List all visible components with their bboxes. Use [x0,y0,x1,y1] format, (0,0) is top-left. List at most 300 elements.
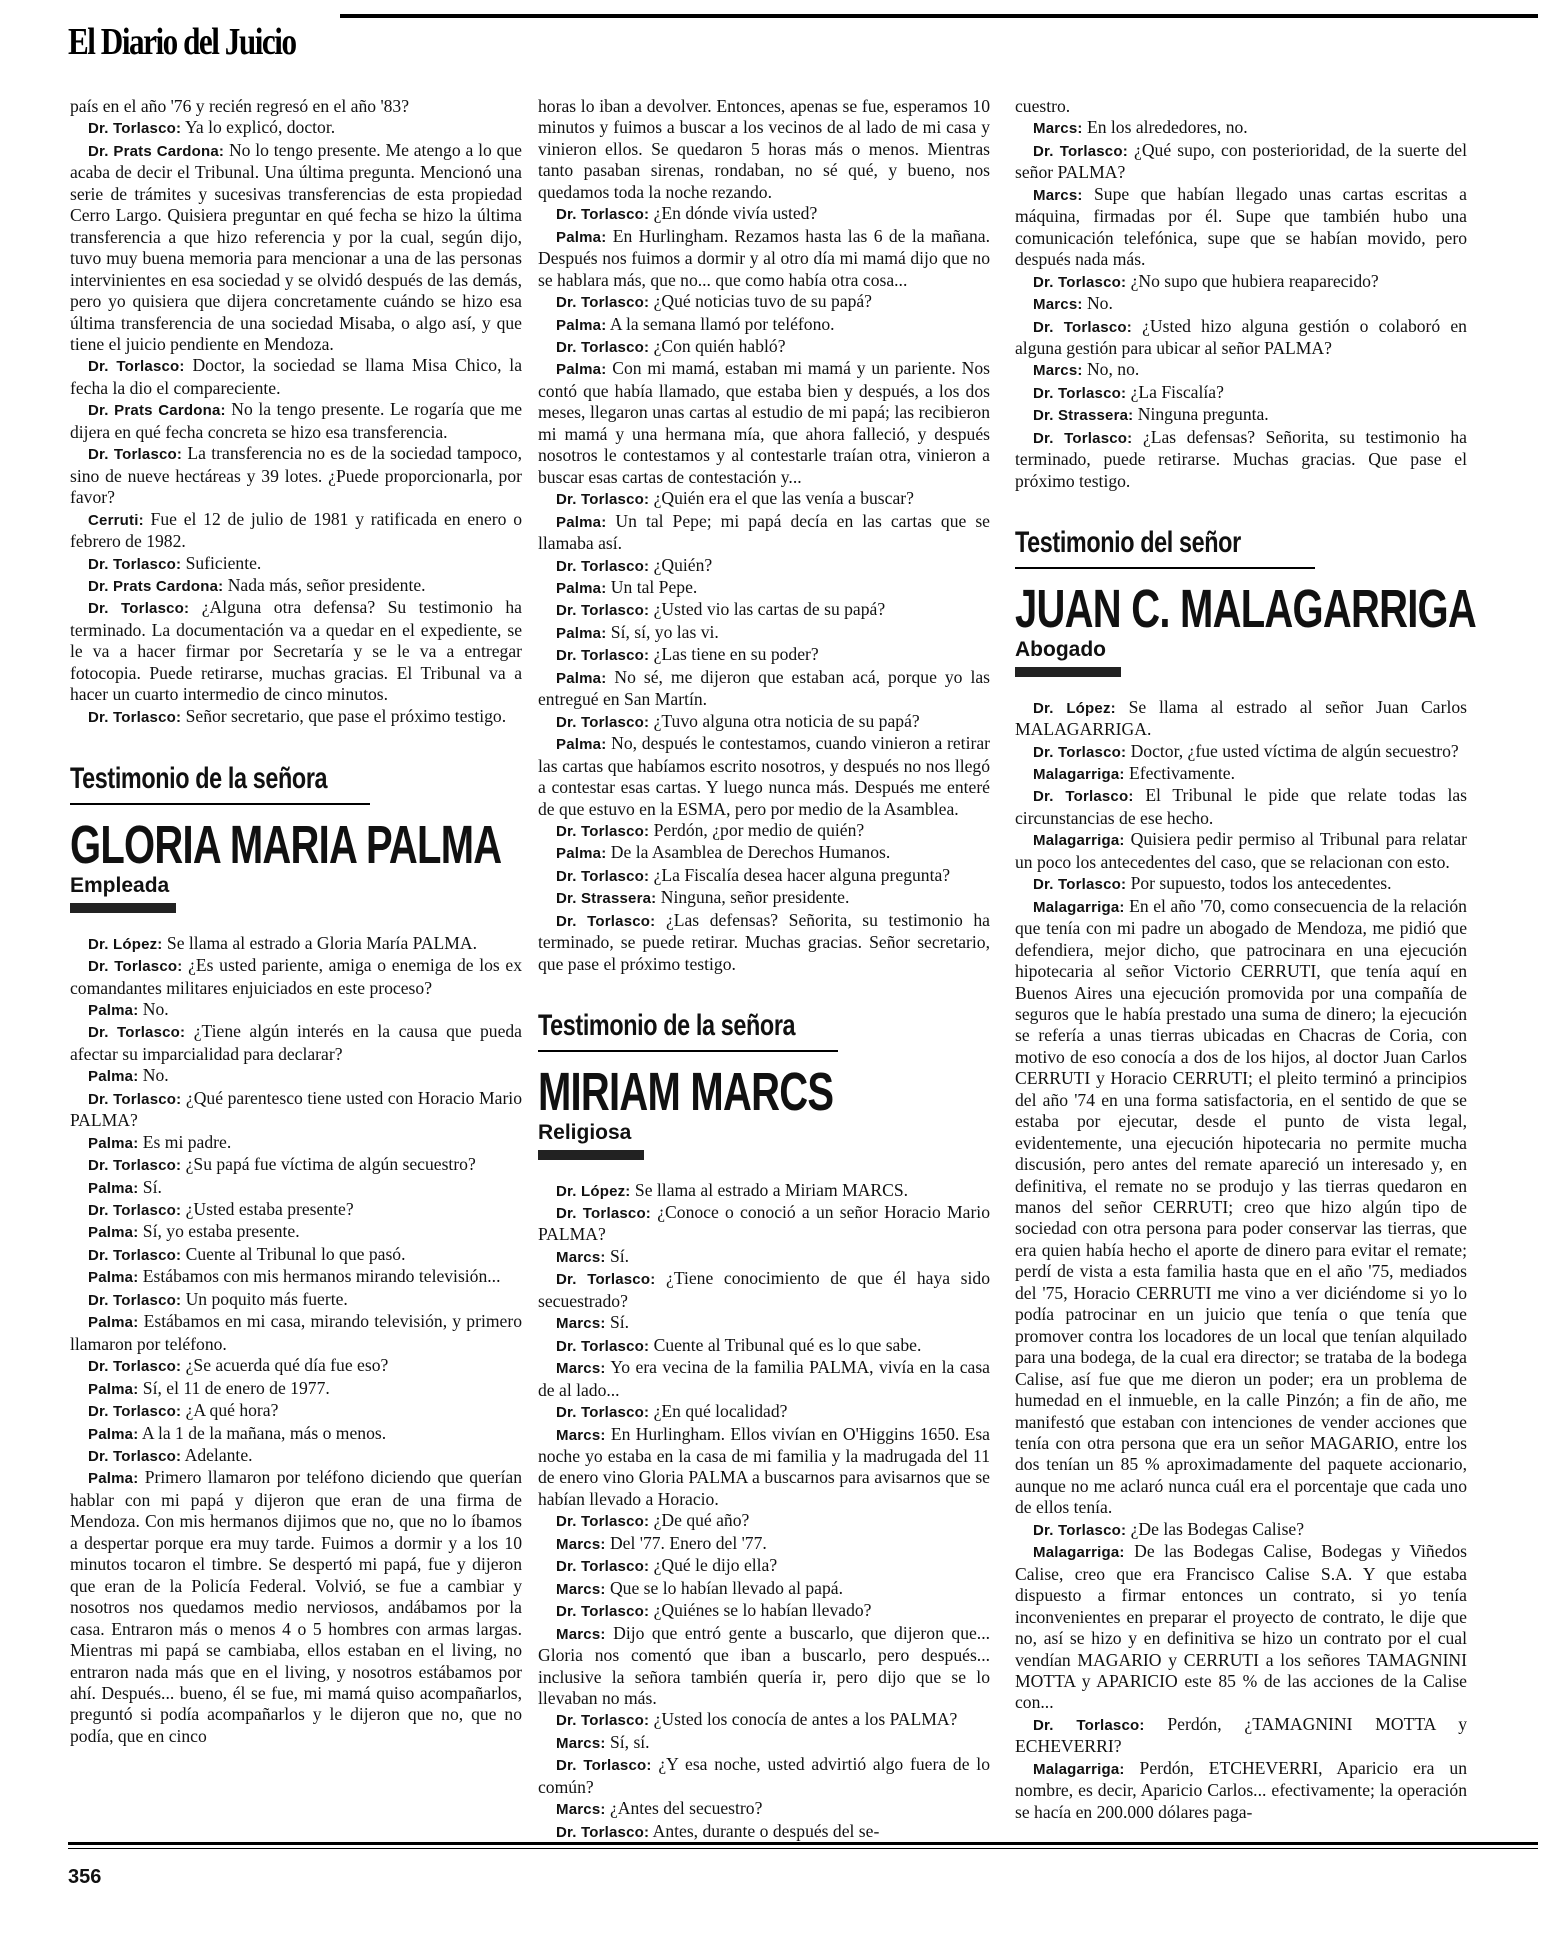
speech-text: ¿Qué noticias tuvo de su papá? [653,291,872,312]
speaker-label: Dr. Torlasco: [556,338,650,356]
transcript-line [538,1578,990,1600]
transcript-line [1015,117,1467,139]
speech-text: No. [1086,293,1113,314]
speech-text: Sí. [609,1312,630,1333]
speech-text: Sí. [609,1245,630,1266]
speech-text: A la semana llamó por teléfono. [609,313,835,334]
speaker-label: Malagarriga: [1033,765,1125,783]
speaker-label: Dr. López: [1033,699,1116,717]
transcript-line [1015,404,1467,426]
speaker-label: Dr. Torlasco: [1033,273,1127,291]
speech-text: Suficiente. [185,552,262,573]
speech-text: ¿Tuvo alguna otra noticia de su papá? [653,710,920,731]
speaker-label: Dr. Torlasco: [556,1337,650,1355]
transcript-line [538,1600,990,1622]
transcript-line [70,1355,522,1377]
speaker-label: Dr. Torlasco: [556,1558,650,1576]
speech-text: horas lo iban a devolver. Entonces, apenas se fue, esperamos 10 minutos y fuimos a buscar a los vecinos de al lado de mi casa y vinieron ellos. Se quedaron 5 horas más o menos. Mientras tanto pasaban sirenas, rondaban, no sé qué, y bueno, nos quedamos toda la noche rezando. [538,96,990,202]
speech-text: Sí, sí. [609,1731,650,1752]
speaker-label: Dr. Torlasco: [1033,743,1127,761]
speech-text: A la 1 de la mañana, más o menos. [141,1422,387,1443]
speaker-label: Malagarriga: [1033,1544,1125,1562]
speech-text: En los alrededores, no. [1086,117,1248,138]
transcript-line [538,842,990,864]
speaker-label: Dr. Torlasco: [88,1291,182,1309]
speaker-label: Dr. Torlasco: [556,1603,650,1621]
col1-top-block [70,96,522,728]
speaker-label: Dr. Torlasco: [88,446,183,464]
transcript-line [538,488,990,510]
transcript-line [1015,785,1467,829]
transcript-line [538,1335,990,1357]
page-number: 356 [68,1866,102,1888]
speaker-label: Dr. Torlasco: [556,713,650,731]
speech-text: Ninguna, señor presidente. [660,887,850,908]
speech-text: No lo tengo presente. Me atengo a lo que acaba de decir el Tribunal. Una última pregunta. Mencionó una serie de trámites y sucesivas transferencias de esta propiedad Cerro Largo. Quisiera preguntar en qué fecha se hizo la última transferencia a que hizo referencia y por la cual, según dijo, tuvo muy buena memoria para mencionar a una de las personas intervinientes en esa sociedad y se olvidó después de las demás, pero yo quisiera que dijera concretamente cuándo se hizo esa última transferencia de una sociedad Misaba, o algo así, y que tiene el juicio pendiente en Mendoza. [70,139,522,354]
witness-name: JUAN C. MALAGARRIGA [1015,579,1477,640]
speaker-label: Palma: [88,1068,139,1086]
speaker-label: Dr. Torlasco: [556,1823,650,1841]
transcript-line [70,509,522,553]
section-label: Testimonio de la señora [538,1009,796,1043]
transcript-line [70,1088,522,1132]
transcript-line [70,1244,522,1266]
column-3 [1015,96,1477,1823]
speech-text: Un tal Pepe; mi papá decía en las cartas que se llamaba así. [538,510,990,554]
transcript-line [70,1289,522,1311]
speech-text: Nada más, señor presidente. [227,574,426,595]
speaker-label: Dr. Torlasco: [1033,318,1132,336]
transcript-line [538,1555,990,1577]
speaker-label: Palma: [556,736,607,754]
speaker-label: Dr. Torlasco: [556,602,650,620]
transcript-line [538,599,990,621]
speaker-label: Dr. Prats Cardona: [88,577,224,595]
speech-text: Estábamos en mi casa, mirando televisión, y primero llamaron por teléfono. [70,1311,522,1354]
speaker-label: Marcs: [556,1535,606,1553]
transcript-line [70,933,522,955]
speaker-label: Dr. López: [556,1182,631,1200]
speaker-label: Palma: [88,1001,139,1019]
speech-text: No, no. [1086,359,1140,380]
speech-text: Adelante. [184,1445,253,1466]
speaker-label: Dr. Torlasco: [88,1358,182,1376]
transcript-line [538,1623,990,1710]
footer-rule [68,1842,1538,1845]
transcript-line [538,1357,990,1401]
speech-text: Estábamos con mis hermanos mirando televisión... [142,1266,501,1287]
masthead-rule [340,14,1538,18]
speaker-label: Dr. Strassera: [1033,407,1134,425]
witness-role: Abogado [1015,638,1106,662]
speech-text: Doctor, ¿fue usted víctima de algún secuestro? [1130,740,1459,761]
speech-text: ¿Tiene algún interés en la causa que pueda afectar su imparcialidad para declarar? [70,1021,522,1064]
transcript-line [70,1311,522,1355]
speech-text: Cuente al Tribunal lo que pasó. [185,1243,406,1264]
transcript-line [1015,1714,1467,1758]
transcript-line [538,358,990,488]
speech-text: ¿Usted hizo alguna gestión o colaboró en alguna gestión para ubicar al señor PALMA? [1015,315,1467,358]
speech-text: Se llama al estrado a Gloria María PALMA. [166,932,478,953]
speech-text: ¿Alguna otra defensa? Su testimonio ha terminado. La documentación va a quedar en el expediente, se le va a hacer firmar por Secretaría y se le va a entregar fotocopia. Puede retirarse, muchas gracias. El Tribunal va a hacer un cuarto intermedio de cinco minutos. [70,597,522,705]
transcript-line [1015,271,1467,293]
speech-text: Dijo que entró gente a buscarlo, que dijeron que... Gloria nos comentó que iban a buscarlo, pero después... inclusive la señora también quería ir, pero dijo que se lo llevaban no más. [538,1622,990,1708]
transcript-line [538,1268,990,1312]
speaker-label: Dr. Torlasco: [88,1024,186,1042]
speech-text: Se llama al estrado a Miriam MARCS. [634,1179,909,1200]
speech-text: ¿En qué localidad? [653,1401,788,1422]
transcript-line [538,226,990,291]
transcript-line [70,553,522,575]
speaker-label: Dr. Torlasco: [1033,876,1127,894]
speech-text: Por supuesto, todos los antecedentes. [1130,873,1392,894]
speaker-label: Palma: [556,228,607,246]
speaker-label: Palma: [88,1314,139,1332]
speaker-label: Dr. Torlasco: [556,491,650,509]
transcript-line [538,1202,990,1246]
column-1 [70,96,522,1747]
speaker-label: Dr. Torlasco: [1033,1521,1127,1539]
speech-text: Ya lo explicó, doctor. [184,117,336,138]
transcript-line [1015,184,1467,271]
speech-text: La transferencia no es de la sociedad tampoco, sino de nueve hectáreas y 39 lotes. ¿Puede proporcionarla, por favor? [70,443,522,508]
speaker-label: Dr. Torlasco: [88,708,182,726]
transcript-line [538,577,990,599]
speaker-label: Malagarriga: [1033,1760,1125,1778]
speech-text: ¿De qué año? [653,1510,750,1531]
speech-text: Yo era vecina de la familia PALMA, vivía en la casa de al lado... [538,1357,990,1400]
transcript-line [1015,96,1467,117]
speaker-label: Dr. Torlasco: [88,1090,182,1108]
speech-text: ¿Quiénes se lo habían llevado? [653,1600,872,1621]
transcript-line [538,622,990,644]
speaker-label: Dr. Torlasco: [88,358,185,376]
speech-text: país en el año '76 y recién regresó en el año '83? [70,96,410,116]
col2-marcs-block [538,1180,990,1844]
transcript-line [538,887,990,909]
speech-text: ¿Su papá fue víctima de algún secuestro? [185,1154,476,1175]
speaker-label: Palma: [88,1224,139,1242]
section-header-palma [70,762,522,912]
speech-text: No. [142,1065,169,1086]
speaker-label: Dr. Torlasco: [556,1712,650,1730]
speaker-label: Palma: [556,579,607,597]
transcript-line [1015,763,1467,785]
speech-text: En Hurlingham. Ellos vivían en O'Higgins 1650. Esa noche yo estaba en la casa de mi familia y la madrugada del 11 de enero vino Gloria PALMA a buscarnos para avisarnos que se habían llevado a Horacio. [538,1423,990,1509]
speech-text: ¿Con quién habló? [653,335,786,356]
speaker-label: Palma: [556,845,607,863]
transcript-line [70,96,522,117]
transcript-line [70,597,522,705]
speaker-label: Marcs: [556,1315,606,1333]
speech-text: ¿Las defensas? Señorita, su testimonio ha terminado, se puede retirar. Muchas gracias. Señor secretario, que pase el próximo testigo. [538,909,990,974]
transcript-line [538,1312,990,1334]
section-header-malagarriga [1015,526,1477,676]
speech-text: No la tengo presente. Le rogaría que me dijera en qué fecha concreta se hizo esa transferencia. [70,399,523,442]
transcript-line [70,1021,522,1065]
col3-top-block [1015,96,1467,492]
speech-text: ¿Usted vio las cartas de su papá? [653,599,886,620]
transcript-line [538,1732,990,1754]
section-label-rule [70,803,370,805]
transcript-line [538,1754,990,1798]
transcript-line [538,1180,990,1202]
speaker-label: Dr. Torlasco: [556,647,650,665]
speaker-label: Palma: [88,1425,139,1443]
speech-text: ¿Qué supo, con posterioridad, de la suerte del señor PALMA? [1015,139,1468,183]
speaker-label: Palma: [556,361,607,379]
speaker-label: Malagarriga: [1033,832,1125,850]
speech-text: ¿De las Bodegas Calise? [1130,1518,1305,1539]
transcript-line [1015,697,1467,741]
speaker-label: Dr. Torlasco: [88,555,182,573]
section-header-marcs [538,1009,990,1159]
transcript-line [70,575,522,597]
transcript-line [70,399,522,443]
transcript-line [538,203,990,225]
speech-text: Efectivamente. [1129,762,1236,783]
speaker-label: Dr. Torlasco: [88,1403,182,1421]
speech-text: ¿Usted los conocía de antes a los PALMA? [653,1709,958,1730]
speaker-label: Palma: [88,1269,139,1287]
transcript-line [538,1246,990,1268]
transcript-line [1015,140,1467,184]
speaker-label: Marcs: [556,1801,606,1819]
transcript-line [70,706,522,728]
transcript-line [538,1709,990,1731]
speaker-label: Dr. Torlasco: [556,1271,656,1289]
transcript-line [70,1199,522,1221]
speaker-label: Dr. Torlasco: [556,1205,651,1223]
transcript-line [538,1533,990,1555]
column-2 [538,96,990,1843]
speaker-label: Marcs: [556,1580,606,1598]
section-label: Testimonio de la señora [70,762,328,796]
speech-text: Antes, durante o después del se- [652,1820,880,1841]
witness-name: GLORIA MARIA PALMA [70,815,502,876]
speaker-label: Dr. Torlasco: [556,557,650,575]
transcript-line [70,1221,522,1243]
speech-text: De las Bodegas Calise, Bodegas y Viñedos Calise, creo que era Francisco Calise S.A. Y que estaba dispuesto a firmar entonces un contrato, si yo tenía inconvenientes en preparar el proyecto de contrato, le dije que no, así se hizo y en definitiva se hizo un contrato por el cual vendían MAGARIO y CERRUTI a los señores TAMAGNINI MOTTA y APARICIO este 85 % de las acciones de la Calise con... [1015,1541,1467,1713]
speech-text: Doctor, la sociedad se llama Misa Chico, la fecha la dio el compareciente. [70,355,522,398]
speaker-label: Dr. Torlasco: [556,206,650,224]
speaker-label: Dr. Torlasco: [88,600,190,618]
speaker-label: Marcs: [556,1360,606,1378]
speaker-label: Marcs: [1033,296,1083,314]
speech-text: ¿En dónde vivía usted? [653,203,818,224]
speech-text: En Hurlingham. Rezamos hasta las 6 de la mañana. Después nos fuimos a dormir y al otro día mi mamá dijo que no se hablara más, que no... que como había otra cosa... [538,225,990,290]
speech-text: Perdón, ¿TAMAGNINI MOTTA y ECHEVERRI? [1015,1713,1467,1757]
speech-text: ¿Qué parentesco tiene usted con Horacio Mario PALMA? [70,1087,522,1131]
transcript-line [538,865,990,887]
speech-text: Quisiera pedir permiso al Tribunal para relatar un poco los antecedentes del caso, que se relacionan con esto. [1015,829,1467,872]
section-label-rule [538,1050,838,1052]
transcript-line [538,314,990,336]
transcript-line [1015,427,1467,492]
section-label-rule [1015,567,1315,569]
speaker-label: Dr. Torlasco: [1033,788,1134,806]
transcript-line [1015,1758,1467,1823]
transcript-line [538,644,990,666]
speaker-label: Dr. Torlasco: [556,822,650,840]
speech-text: Primero llamaron por teléfono diciendo que querían hablar con mi papá y dijeron que eran de una firma de Mendoza. Con mis hermanos dijimos que no, que no lo íbamos a despertar porque era muy tarde. Fuimos a dormir y a los 10 minutos tocaron el timbre. Se despertó mi papá, fue y dijeron que eran de la Policía Federal. Volvió, se fue a cambiar y nosotros nos quedamos medio nerviosos, andábamos por la casa. Entraron más o menos 4 o 5 hombres con armas largas. Mientras mi papá se cambiaba, ellos estaban en el living, no entraron nada más que en el living, y nosotros estábamos por ahí. Después... bueno, él se fue, mi mamá quiso acompañarlos, preguntó si podía acompañarlos y le dijeron que no, que no podía, que en cinco [70,1467,522,1746]
speaker-label: Dr. Torlasco: [556,1513,650,1531]
transcript-line [70,1423,522,1445]
speaker-label: Marcs: [1033,120,1083,138]
transcript-line [70,1132,522,1154]
speech-text: Es mi padre. [142,1131,232,1152]
speaker-label: Dr. Torlasco: [88,1157,182,1175]
transcript-line [1015,741,1467,763]
speaker-label: Dr. Torlasco: [1033,1716,1145,1734]
transcript-line [1015,293,1467,315]
transcript-line [1015,359,1467,381]
speech-text: Que se lo habían llevado al papá. [609,1577,844,1598]
speaker-label: Dr. Torlasco: [88,120,182,138]
transcript-line [538,1510,990,1532]
speaker-label: Dr. Prats Cardona: [88,402,226,420]
transcript-line [1015,1519,1467,1541]
speaker-label: Dr. Torlasco: [556,867,650,885]
speaker-label: Dr. Torlasco: [88,1448,182,1466]
speech-text: Sí, yo estaba presente. [142,1221,300,1242]
speech-text: ¿Quién? [653,554,713,575]
footer-rule-thin [68,1848,1538,1849]
transcript-line [70,1467,522,1747]
speech-text: Del '77. Enero del '77. [609,1532,767,1553]
section-bar [538,1150,644,1160]
transcript-line [70,1154,522,1176]
speaker-label: Palma: [556,624,607,642]
speaker-label: Palma: [556,316,607,334]
transcript-line [538,96,990,203]
col1-palma-block [70,933,522,1748]
transcript-line [538,1424,990,1511]
transcript-line [70,955,522,999]
speaker-label: Dr. López: [88,935,163,953]
speaker-label: Dr. Prats Cardona: [88,142,225,160]
speech-text: ¿Las defensas? Señorita, su testimonio ha terminado, puede retirarse. Muchas gracias. Que pase el próximo testigo. [1015,426,1467,491]
transcript-line [1015,316,1467,360]
speech-text: ¿Tiene conocimiento de que él haya sido secuestrado? [538,1268,990,1311]
transcript-line [538,336,990,358]
witness-role: Religiosa [538,1121,632,1145]
speaker-label: Marcs: [556,1625,606,1643]
speech-text: No. [142,998,169,1019]
transcript-line [1015,1541,1467,1714]
transcript-line [70,355,522,399]
speech-text: ¿Antes del secuestro? [609,1798,763,1819]
col2-top-block [538,96,990,975]
speaker-label: Dr. Torlasco: [1033,384,1127,402]
speech-text: Ninguna pregunta. [1137,404,1269,425]
masthead-title: El Diario del Juicio [68,21,296,63]
speech-text: ¿Y esa noche, usted advirtió algo fuera de lo común? [538,1754,990,1797]
speaker-label: Dr. Torlasco: [88,958,183,976]
speech-text: No sé, me dijeron que estaban acá, porque yo las entregué en San Martín. [538,666,990,710]
speaker-label: Dr. Torlasco: [88,1202,182,1220]
transcript-line [70,117,522,139]
transcript-line [538,910,990,975]
section-bar [70,903,176,913]
transcript-line [70,1445,522,1467]
transcript-line [538,733,990,820]
speech-text: cuestro. [1015,96,1071,116]
speech-text: ¿La Fiscalía desea hacer alguna pregunta? [653,864,951,885]
speaker-label: Dr. Torlasco: [556,294,650,312]
transcript-line [70,443,522,508]
col3-malagarriga-block [1015,697,1467,1824]
speaker-label: Marcs: [556,1248,606,1266]
speaker-label: Malagarriga: [1033,898,1125,916]
transcript-line [70,1400,522,1422]
speech-text: Cuente al Tribunal qué es lo que sabe. [653,1334,922,1355]
transcript-line [538,1821,990,1843]
speech-text: ¿Se acuerda qué día fue eso? [185,1355,389,1376]
speech-text: ¿No supo que hubiera reaparecido? [1130,270,1379,291]
speaker-label: Dr. Torlasco: [88,1246,182,1264]
section-bar [1015,667,1121,677]
speech-text: Sí, el 11 de enero de 1977. [142,1377,330,1398]
transcript-line [538,1401,990,1423]
speaker-label: Palma: [88,1134,139,1152]
speech-text: ¿Quién era el que las venía a buscar? [653,488,914,509]
speech-text: Perdón, ¿por medio de quién? [653,819,865,840]
transcript-line [70,1378,522,1400]
speaker-label: Dr. Torlasco: [556,1404,650,1422]
speaker-label: Dr. Torlasco: [1033,142,1128,160]
transcript-line [1015,829,1467,873]
speech-text: ¿Las tiene en su poder? [653,644,819,665]
speaker-label: Marcs: [1033,186,1083,204]
transcript-line [538,555,990,577]
speaker-label: Palma: [88,1470,139,1488]
speech-text: ¿Es usted pariente, amiga o enemiga de los ex comandantes militares enjuiciados en este proceso? [70,955,522,998]
speech-text: ¿Qué le dijo ella? [653,1555,778,1576]
speech-text: Se llama al estrado al señor Juan Carlos MALAGARRIGA. [1015,696,1467,740]
transcript-line [538,511,990,555]
section-label: Testimonio del señor [1015,526,1241,560]
speech-text: ¿Conoce o conoció a un señor Horacio Mario PALMA? [538,1202,990,1245]
speaker-label: Dr. Torlasco: [1033,429,1133,447]
speech-text: ¿A qué hora? [185,1400,279,1421]
speaker-label: Palma: [556,513,607,531]
speaker-label: Cerruti: [88,511,144,529]
speaker-label: Marcs: [1033,362,1083,380]
transcript-line [538,291,990,313]
speech-text: En el año '70, como consecuencia de la relación que tenía con mi padre un abogado de Mendoza, me pidió que defendiera, mejor dicho, que patrocinara en una ejecución hipotecaria al señor Victorio CERRUTI, que tenía aquí en Buenos Aires una ejecución promovida por una compañía de seguros que le había prestado una suma de dinero; la ejecución se refería a unas tierras ubicadas en Chacras de Coria, con motivo de eso conocía a dos de los hijos, al doctor Juan Carlos CERRUTI y Horacio CERRUTI; el pleito terminó a principios del año '74 en una forma satisfactoria, en el sentido de que se estaba por ejecutar, desde el punto de vista legal, evidentemente, una ejecución hipotecaria no permite mucha discusión, pero antes del remate apareció un interesado y, en definitiva, el remate no se produjo y las tierras quedaron en manos del señor CERRUTI; creo que hizo algún tipo de sociedad con otra persona para poder conservar las tierras, que era quien había hecho el aporte de dinero para evitar el remate; perdí de vista a esta familia hasta que en el año '75, mediados del '75, Horacio CERRUTI me vino a ver diciéndome si yo lo podía patrocinar en un juicio que tenía o que tenía que promover contra los locadores de un local que tenían alquilado para una bodega, de la cual era director; se trataba de la bodega Calise, así fue que me dieron un poder; era un problema de humedad en el inmueble, en la calle Pinzón; a fin de año, me manifestó que estaban con intenciones de vender acciones que tenía con otra persona que era un señor MAGARIO, entre los dos tenían un 85 % aproximadamente del paquete accionario, aunque no me aclaró nunca cuál era el porcentaje que cada uno de ellos tenía. [1015,895,1467,1518]
speaker-label: Dr. Strassera: [556,890,657,908]
speech-text: Señor secretario, que pase el próximo testigo. [185,705,507,726]
speech-text: Sí, sí, yo las vi. [610,621,719,642]
speaker-label: Dr. Torlasco: [556,1757,652,1775]
transcript-line [70,1065,522,1087]
speaker-label: Palma: [88,1380,139,1398]
transcript-line [538,667,990,711]
speech-text: Perdón, ETCHEVERRI, Aparicio era un nombre, es decir, Aparicio Carlos... efectivamente; la operación se hacía en 200.000 dólares paga- [1015,1757,1467,1822]
speech-text: Con mi mamá, estaban mi mamá y un pariente. Nos contó que había llamado, que estaba bien y después, a los dos meses, llegaron unas cartas al estudio de mi papá; las recibieron mi mamá y una hermana mía, que ahora falleció, y después nosotros le contestamos y al contestarle traían otra, vinieron a buscar esas cartas de contestación y... [538,358,990,487]
transcript-line [70,140,522,356]
transcript-line [70,1177,522,1199]
transcript-line [538,820,990,842]
speaker-label: Dr. Torlasco: [556,912,656,930]
transcript-line [1015,382,1467,404]
transcript-line [70,999,522,1021]
speech-text: El Tribunal le pide que relate todas las circunstancias de ese hecho. [1015,785,1468,828]
masthead [68,14,1538,64]
transcript-line [1015,873,1467,895]
speech-text: ¿Usted estaba presente? [185,1199,354,1220]
